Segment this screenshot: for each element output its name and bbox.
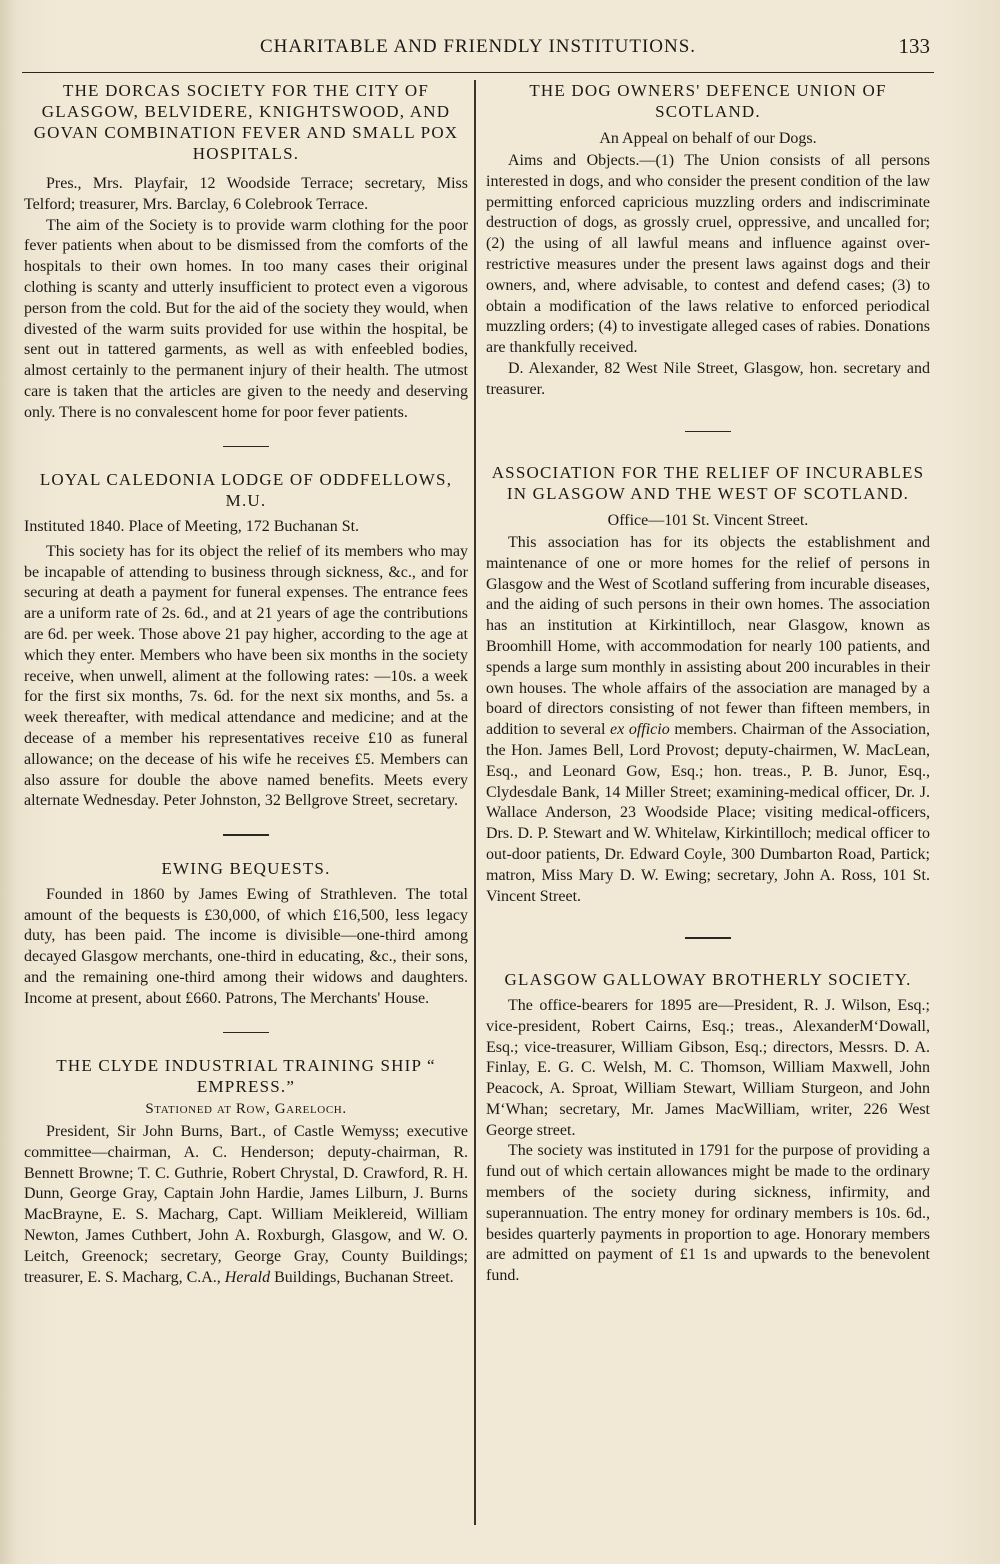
entry-description: This society has for its object the relief of its members who may be incapable of attending to business through sickness, &c., and for securing at death a payment for funeral expenses. The entrance fees are a uniform rate of 2s. 6d., and at 21 years of age the contributions are 6d. per week. Those above 21 pay higher, according to the age at which they enter. Members who have been six months in the society receive, when unwell, aliment at the following rates: —10s. a week for the first six months, 7s. 6d. for the next six months, and 5s. a week thereafter, with medical attendance and medicine; and at the decease of a member his representatives receive £10 as funeral allowance; on the decease of his wife he receives £5. Members can also assure for double the above named benefits. Meets every alternate Wednesday. Peter Johnston, 32 Bellgrove Street, secretary. [24,542,468,810]
entry-contact: D. Alexander, 82 West Nile Street, Glasgow, hon. secretary and treasurer. [486,359,930,398]
entry-station: Stationed at Row, Gareloch. [145,1101,347,1117]
italic-run: Herald [224,1268,271,1286]
entry-title: GLASGOW GALLOWAY BROTHERLY SOCIETY. [504,969,912,989]
section-divider [223,1032,269,1034]
page-header [22,32,934,73]
entry-title: EWING BEQUESTS. [161,858,331,878]
entry-title: THE DORCAS SOCIETY FOR THE CITY OF GLASGOW, BELVIDERE, KNIGHTSWOOD, AND GOVAN COMBINATION FEVER AND SMALL POX HOSPITALS. [33,81,459,163]
entry-title: THE CLYDE INDUSTRIAL TRAINING SHIP “ EMPRESS.” [56,1056,436,1096]
entry-subtitle: An Appeal on behalf of our Dogs. [599,130,817,147]
entry-glasgow-galloway-society [486,969,930,1287]
entry-description: Aims and Objects.—(1) The Union consists of all persons interested in dogs, and who consider the present condition of the law permitting enforced capricious muzzling orders and indiscriminate destruction of dogs, as grossly cruel, oppressive, and uncalled for; (2) the using of all lawful means and influence against over-restrictive measures under the present laws against dogs and their owners, and, where advisable, to contest and defend cases; (3) to obtain a modification of the laws relative to enforced periodical muzzling orders; (4) to investigate alleged cases of rabies. Donations are thankfully received. [486,152,930,357]
entry-description [486,533,930,907]
entry-instituted: Instituted 1840. Place of Meeting, 172 Buchanan St. [24,518,360,536]
text-run: This association has for its objects the establishment and maintenance of one or more homes for the relief of persons in Glasgow and the West of Scotland suffering from incurable diseases, and the aiding of such persons in their own homes. The association has an institution at Kirkintilloch, near Glasgow, known as Broomhill Home, with accommodation for nearly 100 patients, and spends a large sum monthly in assisting about 200 incurables in their own houses. The whole affairs of the association are managed by a board of directors consisting of not fewer than fifteen members, in addition to several [486,534,930,739]
entry-dorcas-society [24,80,468,424]
left-column [24,80,468,1540]
entry-officers: The office-bearers for 1895 are—President, R. J. Wilson, Esq.; vice-president, Robert Cairns, Esq.; treas., AlexanderM‘Dowall, Esq.; vice-treasurer, William Gibson, Esq.; directors, Messrs. D. A. Finlay, E. G. C. Welsh, M. C. Thomson, William Maxwell, John Peacock, A. Sproat, William Stewart, William Sturgeon, and John M‘Whan; secretary, Mr. James MacWilliam, writer, 226 West George street. [486,996,930,1139]
entry-description: The aim of the Society is to provide warm clothing for the poor fever patients when about to be dismissed from the comforts of the hospitals to their own homes. In too many cases their original clothing is scanty and utterly insufficient to protect even a vigorous person from the cold. But for the aid of the society they would, when divested of the warm suits provided for use within the hospital, be sent out in tattered garments, as well as with enfeebled bodies, almost certainly to the permanent injury of their health. The utmost care is taken that the articles are given to the needy and deserving only. There is no convalescent home for poor fever patients. [24,216,468,421]
column-divider [474,80,476,1525]
entry-clyde-training-ship [24,1055,468,1288]
text-run: President, Sir John Burns, Bart., of Castle Wemyss; executive committee—chairman, A. C. Henderson; deputy-chairman, R. Bennett Browne; T. C. Guthrie, Robert Chrystal, D. Crawford, R. H. Dunn, George Gray, Captain John Hardie, James Lilburn, J. Burns MacBrayne, E. S. Macharg, Capt. William Meiklereid, William Newton, James Cuthbert, John A. Roxburgh, Glasgow, and W. O. Leitch, Greenock; secretary, George Gray, County Buildings; treasurer, E. S. Macharg, C.A., [24,1123,468,1286]
italic-run: ex officio [610,721,670,739]
running-head: CHARITABLE AND FRIENDLY INSTITUTIONS. [259,36,697,57]
page-number: 133 [898,34,930,58]
right-column [486,80,930,1540]
entry-description: The society was instituted in 1791 for the purpose of providing a fund out of which certain allowances might be made to the ordinary members of the society during sickness, infirmity, and superannuation. The entry money for ordinary members is 10s. 6d., besides quarterly payments in proportion to age. Honorary members are admitted on payment of £1 1s and upwards to the benevolent fund. [486,1142,930,1285]
entry-description: Founded in 1860 by James Ewing of Strathleven. The total amount of the bequests is £30,000, of which £16,500, less legacy duty, has been paid. The income is divisible—one-third among decayed Glasgow merchants, one-third in educating, &c., their sons, and the remaining one-third among their widows and daughters. Income at present, about £660. Patrons, The Merchants' House. [24,885,468,1007]
section-divider [223,834,269,836]
entry-title: ASSOCIATION FOR THE RELIEF OF INCURABLES IN GLASGOW AND THE WEST OF SCOTLAND. [491,463,925,504]
text-run: members. Chairman of the Association, the Hon. James Bell, Lord Provost; deputy-chairmen, W. MacLean, Esq., and Leonard Gow, Esq.; hon. treas., P. B. Junor, Esq., Clydesdale Bank, 14 Miller Street; examining-medical officer, Dr. J. Wallace Anderson, 23 Woodside Place; visiting medical-officers, Drs. D. P. Stewart and W. Whitelaw, Kirkintilloch; medical officer to out-door patients, Dr. Edward Coyle, 300 Dumbarton Road, Partick; matron, Miss Mary D. W. Ewing; secretary, John A. Ross, 101 St. Vincent Street. [486,721,930,905]
text-run: Buildings, Buchanan Street. [274,1268,454,1286]
entry-relief-of-incurables [486,462,930,907]
section-divider [685,431,731,433]
entry-title: LOYAL CALEDONIA LODGE OF ODDFELLOWS, M.U. [39,470,453,511]
entry-description [24,1122,468,1288]
section-divider [223,446,269,448]
section-divider [685,937,731,939]
entry-office: Office—101 St. Vincent Street. [607,512,809,530]
entry-ewing-bequests [24,858,468,1010]
entry-officers: Pres., Mrs. Playfair, 12 Woodside Terrace; secretary, Miss Telford; treasurer, Mrs. Barclay, 6 Colebrook Terrace. [24,175,468,213]
entry-dog-owners-defence-union [486,80,930,401]
entry-loyal-caledonia-lodge [24,469,468,812]
entry-title: THE DOG OWNERS' DEFENCE UNION OF SCOTLAND. [529,81,887,121]
